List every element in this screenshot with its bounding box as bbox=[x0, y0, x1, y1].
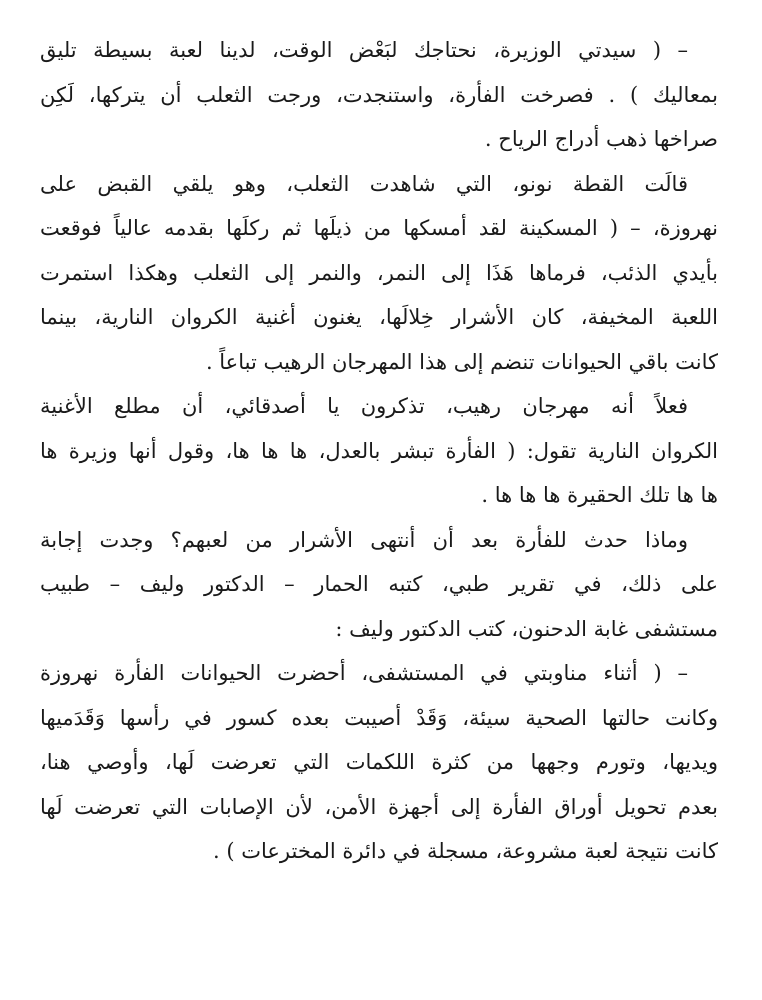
text-line: وكانت حالتها الصحية سيئة، وَقَدْ أصيبت بعده كسور في رأسها وَقَدَميها bbox=[40, 705, 718, 730]
text-line: – ( أثناء مناوبتي في المستشفى، أحضرت الحيوانات الفأرة نهروزة bbox=[40, 661, 688, 685]
text-line: اللعبة المخيفة، كان الأشرار خِلالَها، يغنون أغنية الكروان النارية، بينما bbox=[40, 305, 718, 329]
text-line: مستشفى غابة الدحنون، كتب الدكتور وليف : bbox=[335, 616, 718, 641]
text-line: فعلاً أنه مهرجان رهيب، تذكرون يا أصدقائي، أن مطلع الأغنية bbox=[40, 394, 688, 418]
paragraph-2 bbox=[40, 162, 718, 385]
text-line: – ( سيدتي الوزيرة، نحتاجك لبَعْض الوقت، لدينا لعبة بسيطة تليق bbox=[40, 38, 688, 62]
paragraph-5 bbox=[40, 651, 718, 874]
text-line: بمعاليك ) . فصرخت الفأرة، واستنجدت، ورجت الثعلب أن يتركها، لَكِن bbox=[40, 82, 718, 107]
text-line: ها ها تلك الحقيرة ها ها ها . bbox=[481, 483, 718, 507]
paragraph-3 bbox=[40, 384, 718, 518]
text-line: قالَت القطة نونو، التي شاهدت الثعلب، وهو يلقي القبض على bbox=[40, 171, 688, 196]
paragraph-4 bbox=[40, 518, 718, 652]
text-line: الكروان النارية تقول: ( الفأرة تبشر بالعدل، ها ها ها، وقول أنها وزيرة ها bbox=[40, 438, 718, 463]
text-line: كانت باقي الحيوانات تنضم إلى هذا المهرجان الرهيب تباعاً . bbox=[205, 349, 718, 374]
text-line: ويديها، وتورم وجهها من كثرة اللكمات التي تعرضت لَها، وأوصي هنا، bbox=[40, 750, 718, 774]
paragraph-1 bbox=[40, 28, 718, 162]
text-line: بعدم تحويل أوراق الفأرة إلى أجهزة الأمن، لأن الإصابات التي تعرضت لَها bbox=[40, 794, 718, 819]
text-line: كانت نتيجة لعبة مشروعة، مسجلة في دائرة المخترعات ) . bbox=[212, 839, 718, 863]
text-line: على ذلك، في تقرير طبي، كتبه الحمار – الدكتور وليف – طبيب bbox=[40, 572, 718, 596]
text-line: بأيدي الذئب، فرماها هَذَا إلى النمر، والنمر إلى الثعلب وهكذا استمرت bbox=[40, 260, 718, 285]
text-line: صراخها ذهب أدراج الرياح . bbox=[484, 127, 718, 151]
text-line: نهروزة، – ( المسكينة لقد أمسكها من ذيلَها ثم ركلَها بقدمه عالياً فوقعت bbox=[40, 216, 718, 240]
text-line: وماذا حدث للفأرة بعد أن أنتهى الأشرار من لعبهم؟ وجدت إجابة bbox=[40, 527, 688, 552]
